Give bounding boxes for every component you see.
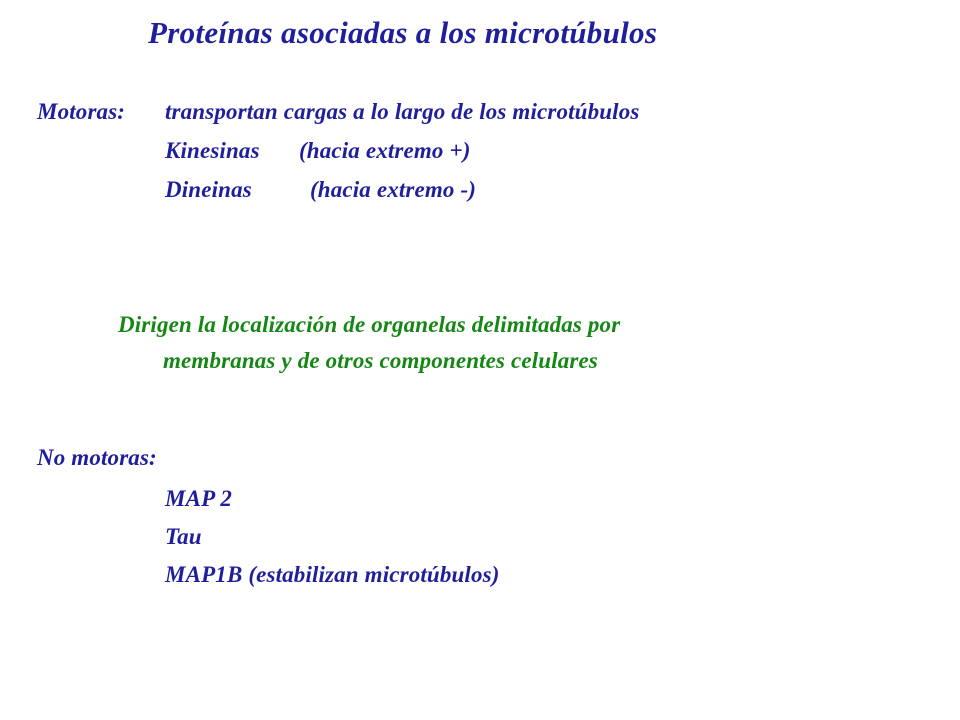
motoras-item-dineinas	[165, 178, 476, 201]
no-motoras-label: No motoras:	[37, 445, 157, 470]
motoras-item-kinesinas	[165, 139, 471, 162]
motoras-label: Motoras:	[37, 99, 126, 124]
motoras-item-note: (hacia extremo +)	[299, 138, 471, 163]
no-motoras-item: MAP1B (estabilizan microtúbulos)	[165, 562, 500, 587]
motoras-item-name: Dineinas	[165, 177, 252, 202]
no-motoras-item: Tau	[165, 524, 202, 549]
no-motoras-item: MAP 2	[165, 486, 232, 511]
function-note-line-1: Dirigen la localización de organelas delimitadas por	[118, 312, 621, 337]
motoras-description: transportan cargas a lo largo de los microtúbulos	[165, 99, 640, 124]
motoras-item-note: (hacia extremo -)	[310, 177, 477, 202]
slide-title: Proteínas asociadas a los microtúbulos	[148, 15, 658, 50]
motoras-item-name: Kinesinas	[165, 138, 260, 163]
function-note-line-2: membranas y de otros componentes celulares	[163, 348, 598, 373]
motoras-row	[37, 100, 639, 123]
